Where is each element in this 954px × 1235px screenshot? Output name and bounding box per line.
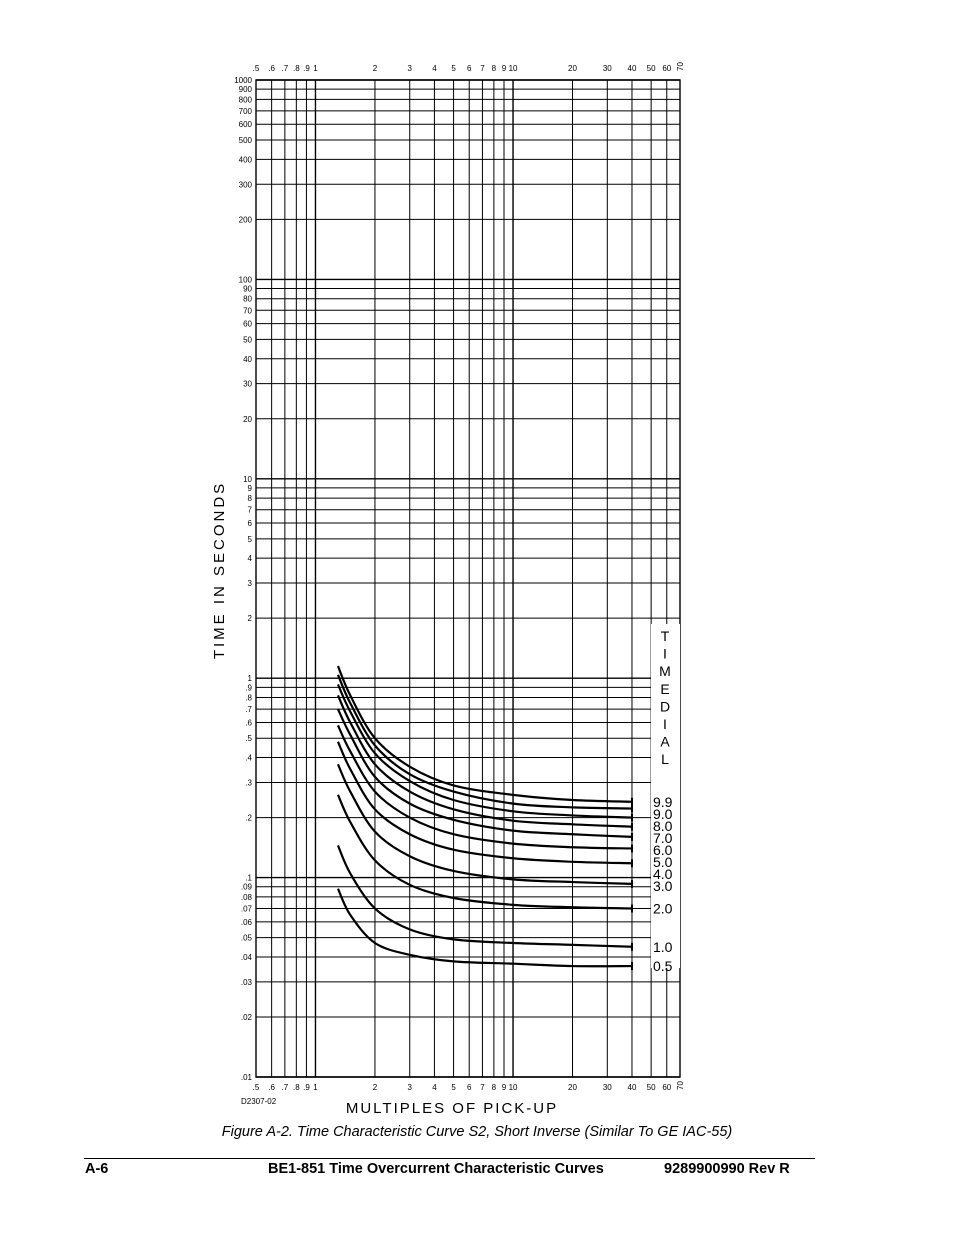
legend-title-letter: A (660, 733, 670, 750)
y-tick-label: .09 (240, 882, 252, 892)
x-tick-label: 6 (466, 64, 472, 73)
x-tick-label: 70 (676, 1081, 685, 1090)
x-tick-label: 40 (627, 1083, 637, 1092)
legend-label: 1.0 (653, 938, 673, 955)
y-tick-label: 1 (247, 674, 252, 684)
x-tick-label: 8 (491, 64, 497, 73)
y-tick-label: 2 (247, 614, 252, 624)
curve-time-dial-5.0 (338, 725, 632, 848)
y-tick-label: 400 (238, 155, 252, 165)
y-tick-labels (234, 76, 252, 1082)
drawing-id: D2307-02 (241, 1097, 277, 1106)
legend-label: 8.0 (653, 817, 673, 834)
x-tick-label: 4 (432, 64, 437, 73)
y-tick-label: .03 (240, 977, 252, 987)
legend-title-letter: I (663, 716, 667, 732)
legend-label: 4.0 (653, 865, 673, 882)
x-tick-label: .8 (292, 64, 300, 73)
y-tick-label: .07 (240, 904, 252, 914)
y-tick-label: .08 (240, 892, 252, 902)
curve-time-dial-1.0 (338, 845, 632, 946)
legend-title-letter: T (660, 628, 670, 644)
y-tick-label: .01 (240, 1073, 252, 1082)
x-tick-label: 60 (662, 64, 672, 73)
legend-label: 7.0 (653, 829, 673, 846)
plot-border (256, 80, 680, 1077)
x-tick-label: 2 (372, 1083, 378, 1092)
y-tick-label: .05 (240, 933, 252, 943)
y-tick-label: 40 (243, 354, 252, 364)
y-tick-label: .6 (245, 718, 252, 728)
x-tick-label: .6 (268, 64, 275, 73)
y-tick-label: 5 (247, 534, 252, 544)
x-tick-label: .7 (281, 1083, 289, 1092)
x-tick-label: 5 (451, 1083, 456, 1092)
y-tick-label: 10 (243, 474, 252, 484)
y-tick-label: 7 (247, 505, 252, 515)
x-tick-label: 7 (480, 64, 485, 73)
curve-time-dial-2.0 (338, 795, 632, 909)
x-tick-label: 30 (602, 1083, 612, 1092)
y-tick-label: 600 (238, 120, 252, 130)
x-tick-labels-bottom (253, 1081, 685, 1092)
x-tick-label: 5 (451, 64, 456, 73)
y-tick-label: .02 (240, 1012, 252, 1022)
x-tick-label: 40 (627, 64, 637, 73)
y-tick-label: .3 (245, 778, 252, 788)
x-tick-label: 30 (602, 64, 612, 73)
x-tick-label: 20 (568, 64, 577, 73)
x-tick-label: 7 (480, 1083, 485, 1092)
x-tick-label: .6 (268, 1083, 275, 1092)
legend-title-letter: I (663, 645, 667, 662)
curve-time-dial-0.5 (338, 889, 632, 967)
x-tick-label: 3 (407, 64, 412, 73)
y-tick-label: 200 (238, 215, 252, 225)
x-axis-label: MULTIPLES OF PICK-UP (345, 1100, 559, 1117)
legend-title-letter: M (659, 663, 671, 680)
legend-label: 9.0 (653, 805, 673, 822)
legend-label: 6.0 (653, 841, 673, 858)
y-tick-label: 70 (243, 306, 252, 316)
footer-divider (84, 1158, 815, 1159)
y-tick-label: 9 (247, 483, 252, 493)
legend-label: 0.5 (653, 958, 673, 975)
y-tick-label: 6 (247, 519, 252, 529)
legend-title-letter: L (661, 751, 669, 768)
x-tick-label: 6 (466, 1083, 472, 1092)
y-tick-label: .1 (245, 873, 252, 883)
x-tick-label: 20 (568, 1083, 577, 1092)
x-tick-label: 8 (491, 1083, 497, 1092)
x-tick-label: 4 (432, 1083, 437, 1092)
footer-doc-number: 9289900990 Rev R (664, 1161, 790, 1177)
chart-grid (256, 80, 680, 1077)
x-tick-label: .5 (252, 1083, 260, 1092)
x-tick-label: 1 (313, 1083, 318, 1092)
curve-series (338, 666, 632, 970)
y-tick-label: .8 (245, 693, 252, 703)
x-tick-label: 60 (662, 1083, 672, 1092)
legend-title-letter: E (660, 680, 670, 697)
x-tick-label: .7 (281, 64, 289, 73)
y-axis-label: TIME IN SECONDS (211, 480, 228, 660)
legend-label: 3.0 (653, 877, 673, 894)
y-tick-label: .4 (245, 753, 252, 763)
curve-time-dial-9.0 (338, 675, 632, 809)
x-tick-label: 3 (407, 1083, 412, 1092)
y-tick-label: 100 (238, 275, 252, 285)
x-tick-label: 10 (508, 1083, 518, 1092)
y-tick-label: 90 (243, 284, 252, 294)
x-tick-label: 50 (646, 64, 656, 73)
x-tick-label: 9 (501, 64, 507, 73)
y-tick-label: 700 (238, 106, 252, 116)
legend-label: 5.0 (653, 853, 673, 870)
y-tick-label: 4 (247, 554, 252, 564)
y-tick-label: 800 (238, 95, 252, 105)
y-tick-label: 20 (243, 414, 252, 424)
legend-label: 9.9 (653, 793, 673, 810)
y-tick-label: 300 (238, 180, 252, 190)
y-tick-label: 3 (247, 579, 252, 589)
legend-label: 2.0 (653, 900, 673, 917)
y-tick-label: 8 (247, 494, 252, 504)
x-tick-label: 10 (508, 64, 518, 73)
y-tick-label: .5 (245, 734, 252, 744)
footer-doc-title: BE1-851 Time Overcurrent Characteristic Curves (268, 1161, 604, 1177)
y-tick-label: 500 (238, 136, 252, 146)
x-tick-label: 2 (372, 64, 378, 73)
x-tick-label: .9 (303, 64, 310, 73)
x-tick-label: .8 (292, 1083, 300, 1092)
y-tick-label: 50 (243, 335, 252, 345)
x-tick-label: .5 (252, 64, 260, 73)
y-tick-label: .04 (240, 952, 252, 962)
x-tick-labels-top (253, 62, 685, 73)
footer-page-number: A-6 (85, 1161, 109, 1177)
figure-caption: Figure A-2. Time Characteristic Curve S2, Short Inverse (Similar To GE IAC-55) (221, 1124, 733, 1140)
y-tick-label: .7 (245, 705, 252, 715)
y-tick-label: 30 (243, 379, 252, 389)
x-tick-label: 1 (313, 64, 318, 73)
y-tick-label: 1000 (234, 76, 252, 85)
x-tick-label: 9 (501, 1083, 507, 1092)
y-tick-label: 80 (243, 294, 252, 304)
y-tick-label: 60 (243, 319, 252, 329)
y-tick-label: 900 (238, 85, 252, 95)
x-tick-label: 50 (646, 1083, 656, 1092)
x-tick-label: .9 (303, 1083, 310, 1092)
y-tick-label: .2 (245, 813, 252, 823)
y-tick-label: .9 (245, 683, 252, 693)
curve-time-dial-9.9 (338, 666, 632, 802)
legend-title-letter: D (659, 698, 671, 715)
x-tick-label: 70 (676, 62, 685, 71)
y-tick-label: .06 (240, 917, 252, 927)
